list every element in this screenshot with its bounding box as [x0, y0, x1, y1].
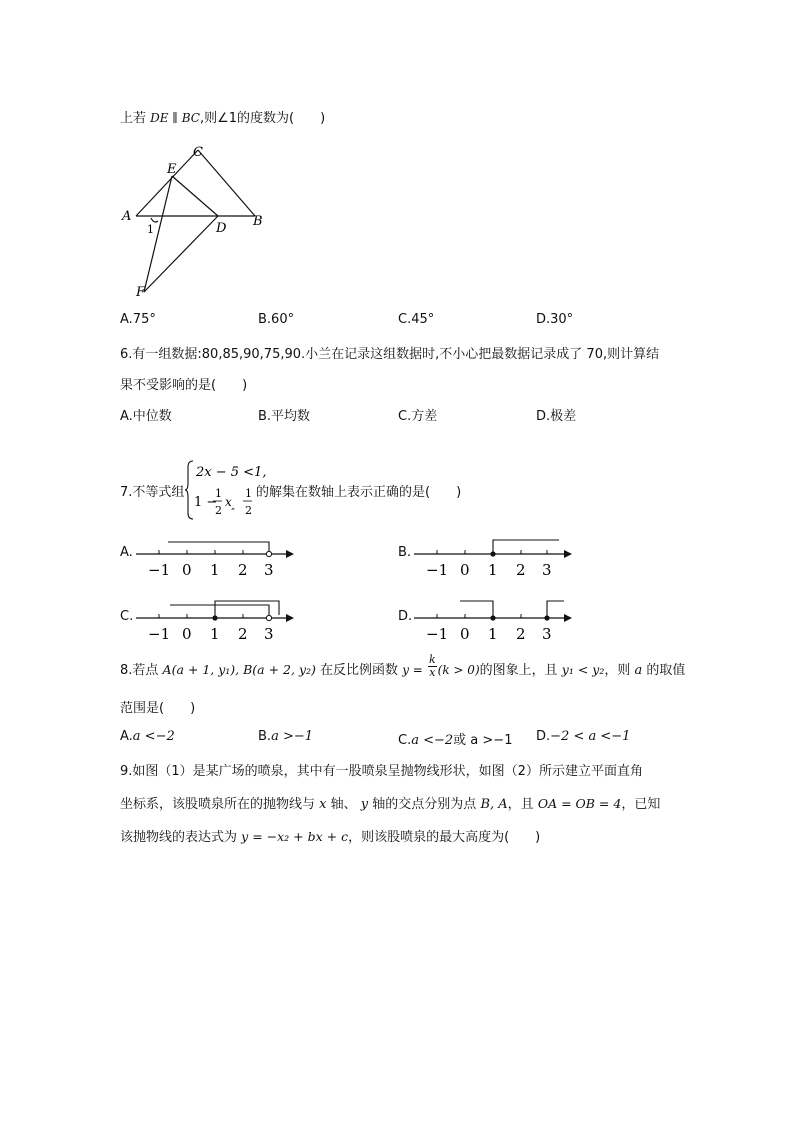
- arrow-icon: [564, 550, 572, 558]
- q9-line2-eq: OA = OB = 4: [537, 796, 622, 811]
- q6-option-a: A.中位数: [120, 409, 172, 424]
- tick-label: −1: [426, 625, 449, 643]
- q9-line2-x: x: [319, 797, 327, 812]
- q5-stem-suffix: ,则∠1的度数为( ): [199, 111, 326, 126]
- q8-option-d: [536, 729, 630, 744]
- q8-var: a: [634, 663, 643, 678]
- q8-fraction: [428, 654, 437, 679]
- q9-line2-y: y: [360, 797, 369, 812]
- q9-line1: 9.如图（1）是某广场的喷泉，其中有一股喷泉呈抛物线形状，如图（2）所示建立平面直角: [120, 764, 643, 779]
- q7-rhs-num: 1: [245, 487, 252, 500]
- q7-prefix: 7.不等式组: [120, 485, 185, 500]
- q8-option-c: [398, 729, 512, 748]
- q8-mid: 在反比例函数: [320, 663, 399, 678]
- tick-label: 1: [210, 561, 220, 579]
- number-line-b: [414, 535, 574, 581]
- q7-option-d-label: D.: [398, 609, 413, 624]
- angle-arc: [151, 218, 158, 222]
- q8-end: 的取值: [646, 663, 686, 678]
- q9-line2: [120, 793, 660, 812]
- tick-label: 1: [488, 561, 498, 579]
- q8-func-den: x: [429, 666, 436, 679]
- q6-option-d: D.极差: [536, 409, 577, 424]
- segment-ac: [136, 150, 198, 216]
- tick-label: 2: [238, 625, 248, 643]
- q9-line3-b: ，则该股喷泉的最大高度为( ): [348, 830, 541, 845]
- closed-point: [544, 615, 549, 620]
- number-line-d: [414, 599, 574, 645]
- tick-label: −1: [148, 625, 171, 643]
- closed-point: [212, 615, 217, 620]
- q7-eq1: 2x − 5 <1,: [196, 465, 267, 480]
- tick-label: 3: [264, 561, 274, 579]
- q9-line2-d: ，且: [507, 797, 534, 812]
- q8-suffix-b: ，则: [604, 663, 631, 678]
- solution-ray: [168, 542, 269, 553]
- label-f: F: [136, 285, 146, 300]
- arrow-icon: [286, 550, 294, 558]
- open-point: [266, 551, 271, 556]
- tick-label: −1: [426, 561, 449, 579]
- q5-stem-prefix: 上若: [120, 111, 147, 126]
- arrow-icon: [286, 614, 294, 622]
- q8-option-b-label: B.: [258, 729, 272, 744]
- q8-option-d-expr: −2 < a <−1: [550, 729, 631, 744]
- q9-line2-e: ，已知: [621, 797, 661, 812]
- q8-option-a-expr: a <−2: [132, 729, 175, 744]
- q5-option-c: C.45°: [398, 312, 435, 327]
- tick-label: 0: [460, 625, 470, 643]
- q8-line1: [120, 653, 686, 679]
- solution-ray: [170, 605, 269, 617]
- q7-system: [186, 459, 267, 521]
- q8-line2: 范围是( ): [120, 701, 196, 716]
- arrow-icon: [564, 614, 572, 622]
- q7-option-c-label: C.: [120, 609, 134, 624]
- q9-line2-a: 坐标系，该股喷泉所在的抛物线与: [120, 797, 316, 812]
- q5-stem-expr: DE ∥ BC: [150, 111, 200, 125]
- tick-label: 3: [542, 561, 552, 579]
- q8-option-b-expr: a >−1: [271, 729, 314, 744]
- q8-prefix: 8.若点: [120, 663, 159, 678]
- q5-stem: [120, 107, 325, 126]
- q9-line2-pts: B, A: [480, 797, 508, 812]
- tick-label: 0: [460, 561, 470, 579]
- q8-points: A(a + 1, y₁), B(a + 2, y₂): [162, 662, 316, 677]
- q7-rhs-den: 2: [245, 504, 252, 517]
- open-point: [266, 615, 271, 620]
- q7-option-b-label: B.: [398, 545, 412, 560]
- number-line-c: [136, 599, 296, 645]
- label-e: E: [167, 162, 177, 177]
- q8-func-cond: (k > 0): [437, 663, 480, 677]
- q9-line3-a: 该抛物线的表达式为: [120, 830, 238, 845]
- q8-option-a: [120, 729, 175, 744]
- q6-line1: 6.有一组数据:80,85,90,75,90.小兰在记录这组数据时,不小心把最数据记录成了 70,则计算结: [120, 347, 660, 362]
- segment-fd: [144, 216, 218, 292]
- q6-option-b: B.平均数: [258, 409, 311, 424]
- q5-option-b: B.60°: [258, 312, 295, 327]
- tick-label: 3: [264, 625, 274, 643]
- q7-eq2-a: 1 −: [194, 495, 218, 510]
- q5-figure: [120, 142, 270, 302]
- q8-suffix-a: 的图象上，且: [479, 663, 558, 678]
- q5-option-a: A.75°: [120, 312, 156, 327]
- q7-eq2-x: x: [225, 495, 232, 509]
- q9-line3-eq: y = −x₂ + bx + c: [241, 829, 349, 844]
- tick-label: 2: [516, 625, 526, 643]
- closed-point: [490, 551, 495, 556]
- q9-line3: [120, 826, 540, 845]
- q8-cond: y₁ < y₂: [561, 662, 605, 677]
- q8-func-lhs: y =: [402, 663, 423, 677]
- tick-label: 1: [488, 625, 498, 643]
- q6-line2: 果不受影响的是( ): [120, 378, 248, 393]
- q7-option-a-label: A.: [120, 545, 133, 560]
- q8-func-num: k: [429, 653, 436, 666]
- q8-option-a-label: A.: [120, 729, 133, 744]
- label-c: C: [193, 145, 203, 160]
- tick-label: −1: [148, 561, 171, 579]
- q8-option-c-expr: a <−2: [411, 733, 454, 748]
- q8-option-b: [258, 729, 313, 744]
- tick-label: 2: [238, 561, 248, 579]
- q8-option-d-label: D.: [536, 729, 551, 744]
- tick-label: 1: [210, 625, 220, 643]
- q8-option-c-label: C.: [398, 733, 412, 748]
- tick-label: 3: [542, 625, 552, 643]
- tick-label: 2: [516, 561, 526, 579]
- tick-label: 0: [182, 625, 192, 643]
- q9-line2-c: 轴的交点分别为点: [372, 797, 477, 812]
- q8-option-c-extra: 或 a >−1: [453, 733, 513, 748]
- solution-ray: [547, 601, 564, 617]
- q7-eq2-sub: „: [231, 502, 236, 511]
- label-d: D: [216, 221, 227, 236]
- solution-ray: [493, 540, 559, 553]
- q9-line2-b: 轴、: [330, 797, 357, 812]
- number-line-a: [136, 535, 296, 581]
- brace-icon: [185, 461, 193, 519]
- q6-option-c: C.方差: [398, 409, 438, 424]
- closed-point: [490, 615, 495, 620]
- label-b: B: [253, 214, 263, 229]
- segment-ed: [172, 176, 218, 216]
- q5-option-d: D.30°: [536, 312, 574, 327]
- q7-eq2-frac-num: 1: [215, 487, 222, 500]
- label-angle-1: 1: [147, 223, 154, 236]
- q7-suffix: 的解集在数轴上表示正确的是( ): [256, 485, 462, 500]
- label-a: A: [122, 209, 132, 224]
- q7-eq2-frac-den: 2: [215, 504, 222, 517]
- tick-label: 0: [182, 561, 192, 579]
